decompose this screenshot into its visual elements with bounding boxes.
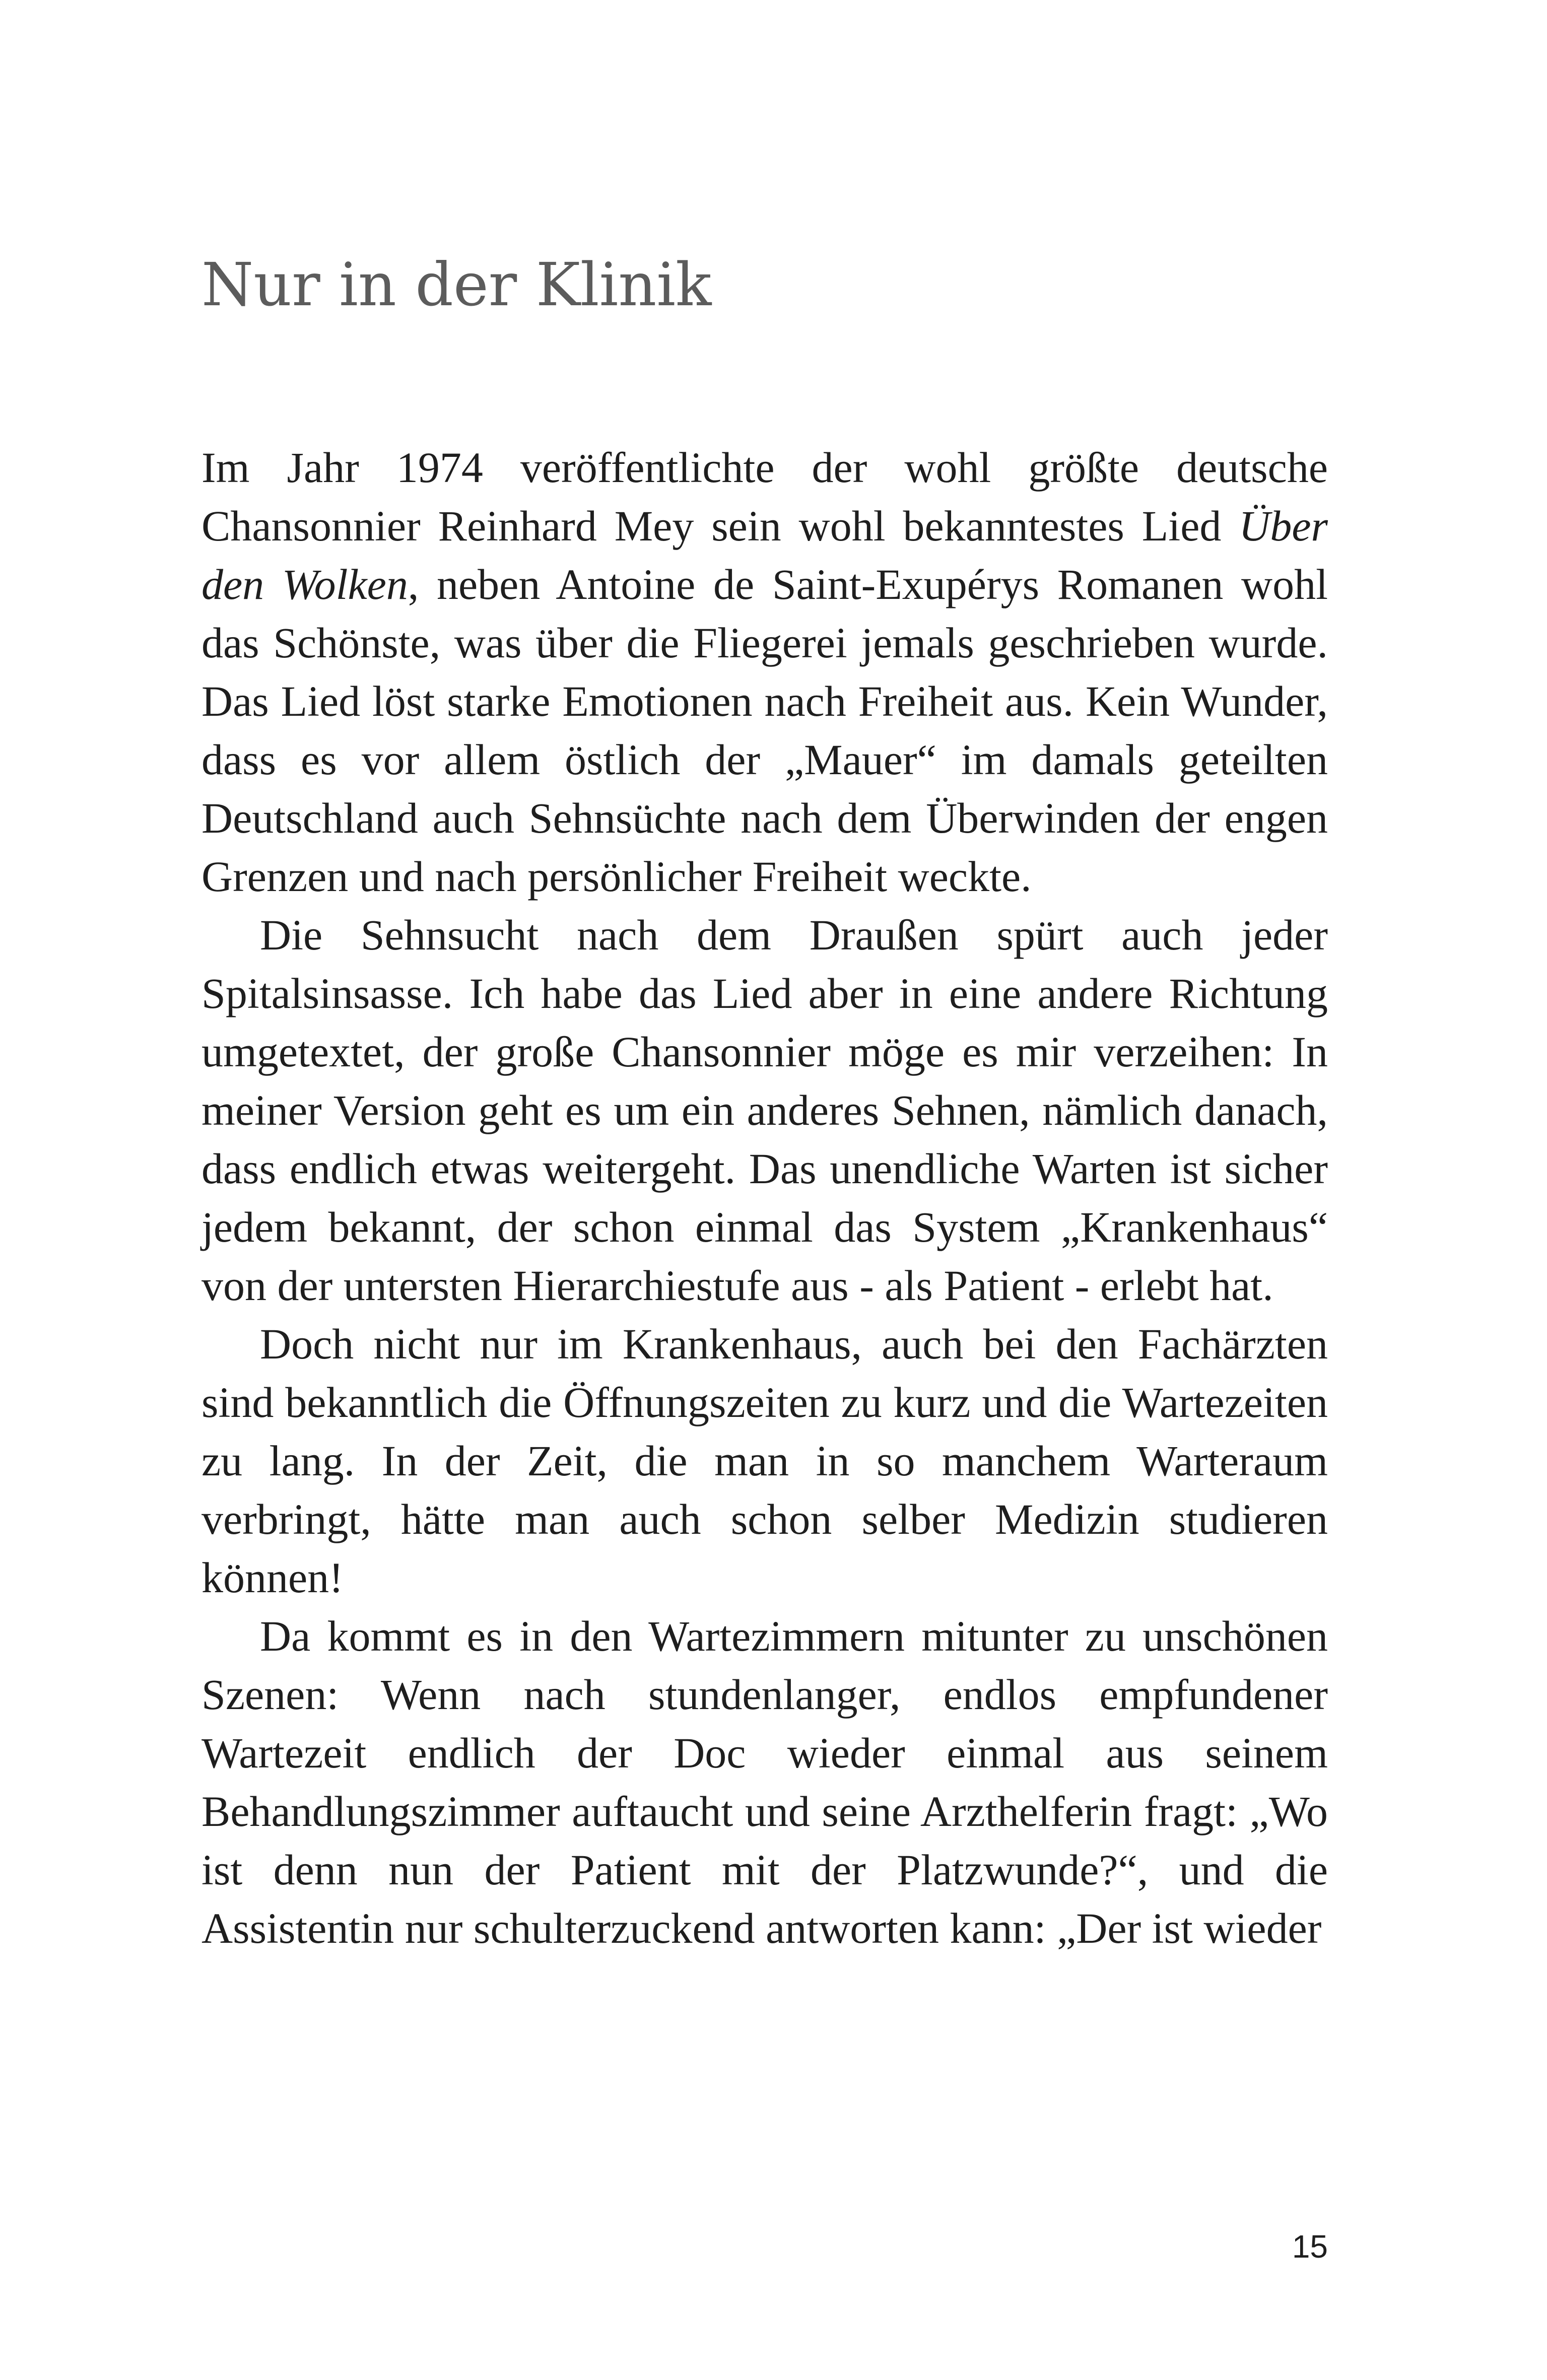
paragraph-1-text-start: Im Jahr 1974 veröffentlichte der wohl größte deutsche Chansonnier Reinhard Mey sein wohl bekanntestes Lied xyxy=(201,443,1328,550)
paragraph-1-text-end: , neben Antoine de Saint-Exupérys Romanen wohl das Schönste, was über die Fliegerei jemals geschrieben wurde. Das Lied löst starke Emotionen nach Freiheit aus. Kein Wunder, dass es vor allem östlich der „Mauer“ im damals geteilten Deutschland auch Sehnsüchte nach dem Überwinden der engen Grenzen und nach persönlicher Freiheit weckte. xyxy=(201,560,1328,901)
paragraph-1 xyxy=(201,438,1328,906)
body-text xyxy=(201,438,1328,1957)
paragraph-2: Die Sehnsucht nach dem Draußen spürt auch jeder Spitalsinsasse. Ich habe das Lied aber in eine andere Richtung umgetextet, der große Chansonnier möge es mir verzeihen: In meiner Version geht es um ein anderes Sehnen, nämlich danach, dass endlich etwas weitergeht. Das unendliche Warten ist sicher jedem bekannt, der schon einmal das System „Krankenhaus“ von der untersten Hierarchiestufe aus - als Patient - erlebt hat. xyxy=(201,911,1328,1310)
song-title: Über den Wolken xyxy=(201,502,1328,608)
paragraph-4: Da kommt es in den Wartezimmern mitunter zu unschönen Szenen: Wenn nach stundenlanger, endlos empfundener Wartezeit endlich der Doc wieder einmal aus seinem Behandlungszimmer auftaucht und seine Arzthelferin fragt: „Wo ist denn nun der Patient mit der Platzwunde?“, und die Assistentin nur schulterzuckend antworten kann: „Der ist wieder xyxy=(201,1612,1328,1952)
paragraph-3: Doch nicht nur im Krankenhaus, auch bei den Fachärzten sind bekanntlich die Öffnungszeiten zu kurz und die Wartezeiten zu lang. In der Zeit, die man in so manchem Warteraum verbringt, hätte man auch schon selber Medizin studieren können! xyxy=(201,1320,1328,1602)
page-number: 15 xyxy=(1292,2228,1328,2265)
chapter-title: Nur in der Klinik xyxy=(201,250,712,319)
